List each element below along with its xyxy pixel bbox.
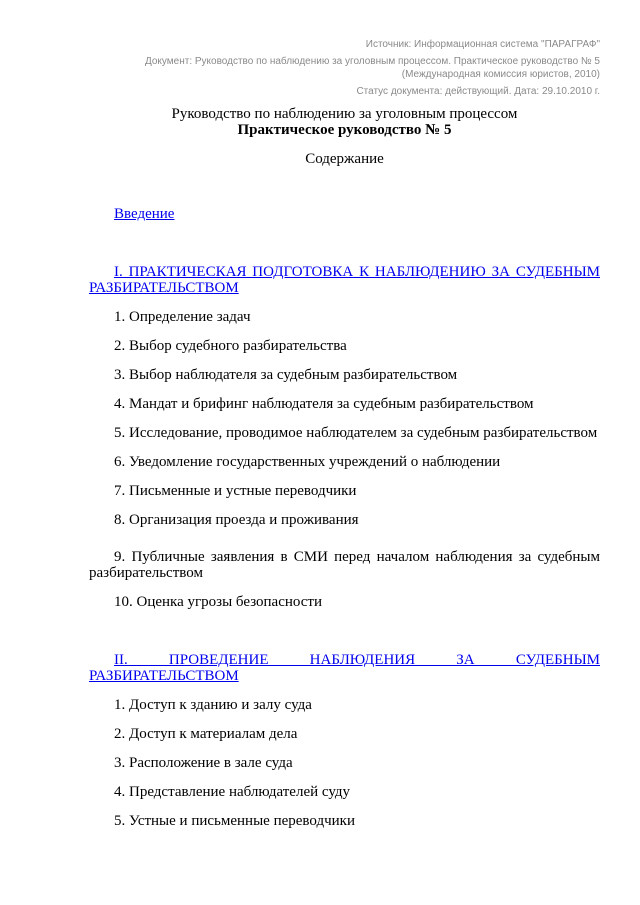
table-of-contents [89, 206, 600, 829]
document-meta [89, 38, 600, 98]
meta-status-line: Статус документа: действующий. Дата: 29.10.2010 г. [356, 86, 600, 97]
meta-document-line-1: Документ: Руководство по наблюдению за уголовным процессом. Практическое руководство № 5 [144, 56, 600, 67]
title-block [89, 106, 600, 167]
document-title [89, 106, 600, 138]
toc-section-1 [89, 264, 600, 296]
toc-item: 3. Выбор наблюдателя за судебным разбирательством [114, 367, 458, 383]
toc-item: 1. Определение задач [114, 309, 251, 325]
contents-heading: Содержание [305, 151, 384, 167]
toc-item: 1. Доступ к зданию и залу суда [114, 697, 312, 713]
document-title-line-1: Руководство по наблюдению за уголовным процессом [171, 106, 518, 122]
toc-item: 8. Организация проезда и проживания [114, 512, 359, 528]
meta-source-line: Источник: Информационная система "ПАРАГРАФ" [365, 39, 600, 50]
meta-document-line [89, 55, 600, 81]
toc-item: 2. Выбор судебного разбирательства [114, 338, 347, 354]
meta-document-line-2: (Международная комиссия юристов, 2010) [401, 69, 600, 80]
toc-item: 3. Расположение в зале суда [114, 755, 293, 771]
toc-item: 2. Доступ к материалам дела [114, 726, 298, 742]
toc-item: 4. Представление наблюдателей суду [114, 784, 351, 800]
toc-item: 6. Уведомление государственных учреждений о наблюдении [114, 454, 501, 470]
toc-item: 4. Мандат и брифинг наблюдателя за судебным разбирательством [114, 396, 534, 412]
toc-intro [89, 206, 600, 222]
toc-item: 7. Письменные и устные переводчики [114, 483, 357, 499]
section-2-link[interactable]: II. ПРОВЕДЕНИЕ НАБЛЮДЕНИЯ ЗА СУДЕБНЫМ РАЗБИРАТЕЛЬСТВОМ [89, 652, 600, 684]
toc-item: 5. Устные и письменные переводчики [114, 813, 355, 829]
toc-item: 10. Оценка угрозы безопасности [114, 594, 323, 610]
toc-item: 5. Исследование, проводимое наблюдателем за судебным разбирательством [114, 425, 598, 441]
document-title-line-2: Практическое руководство № 5 [237, 122, 452, 138]
toc-item: 9. Публичные заявления в СМИ перед началом наблюдения за судебным разбирательством [89, 549, 600, 581]
toc-section-2 [89, 652, 600, 684]
section-1-link[interactable]: I. ПРАКТИЧЕСКАЯ ПОДГОТОВКА К НАБЛЮДЕНИЮ ЗА СУДЕБНЫМ РАЗБИРАТЕЛЬСТВОМ [89, 264, 600, 296]
intro-link[interactable]: Введение [114, 206, 175, 222]
